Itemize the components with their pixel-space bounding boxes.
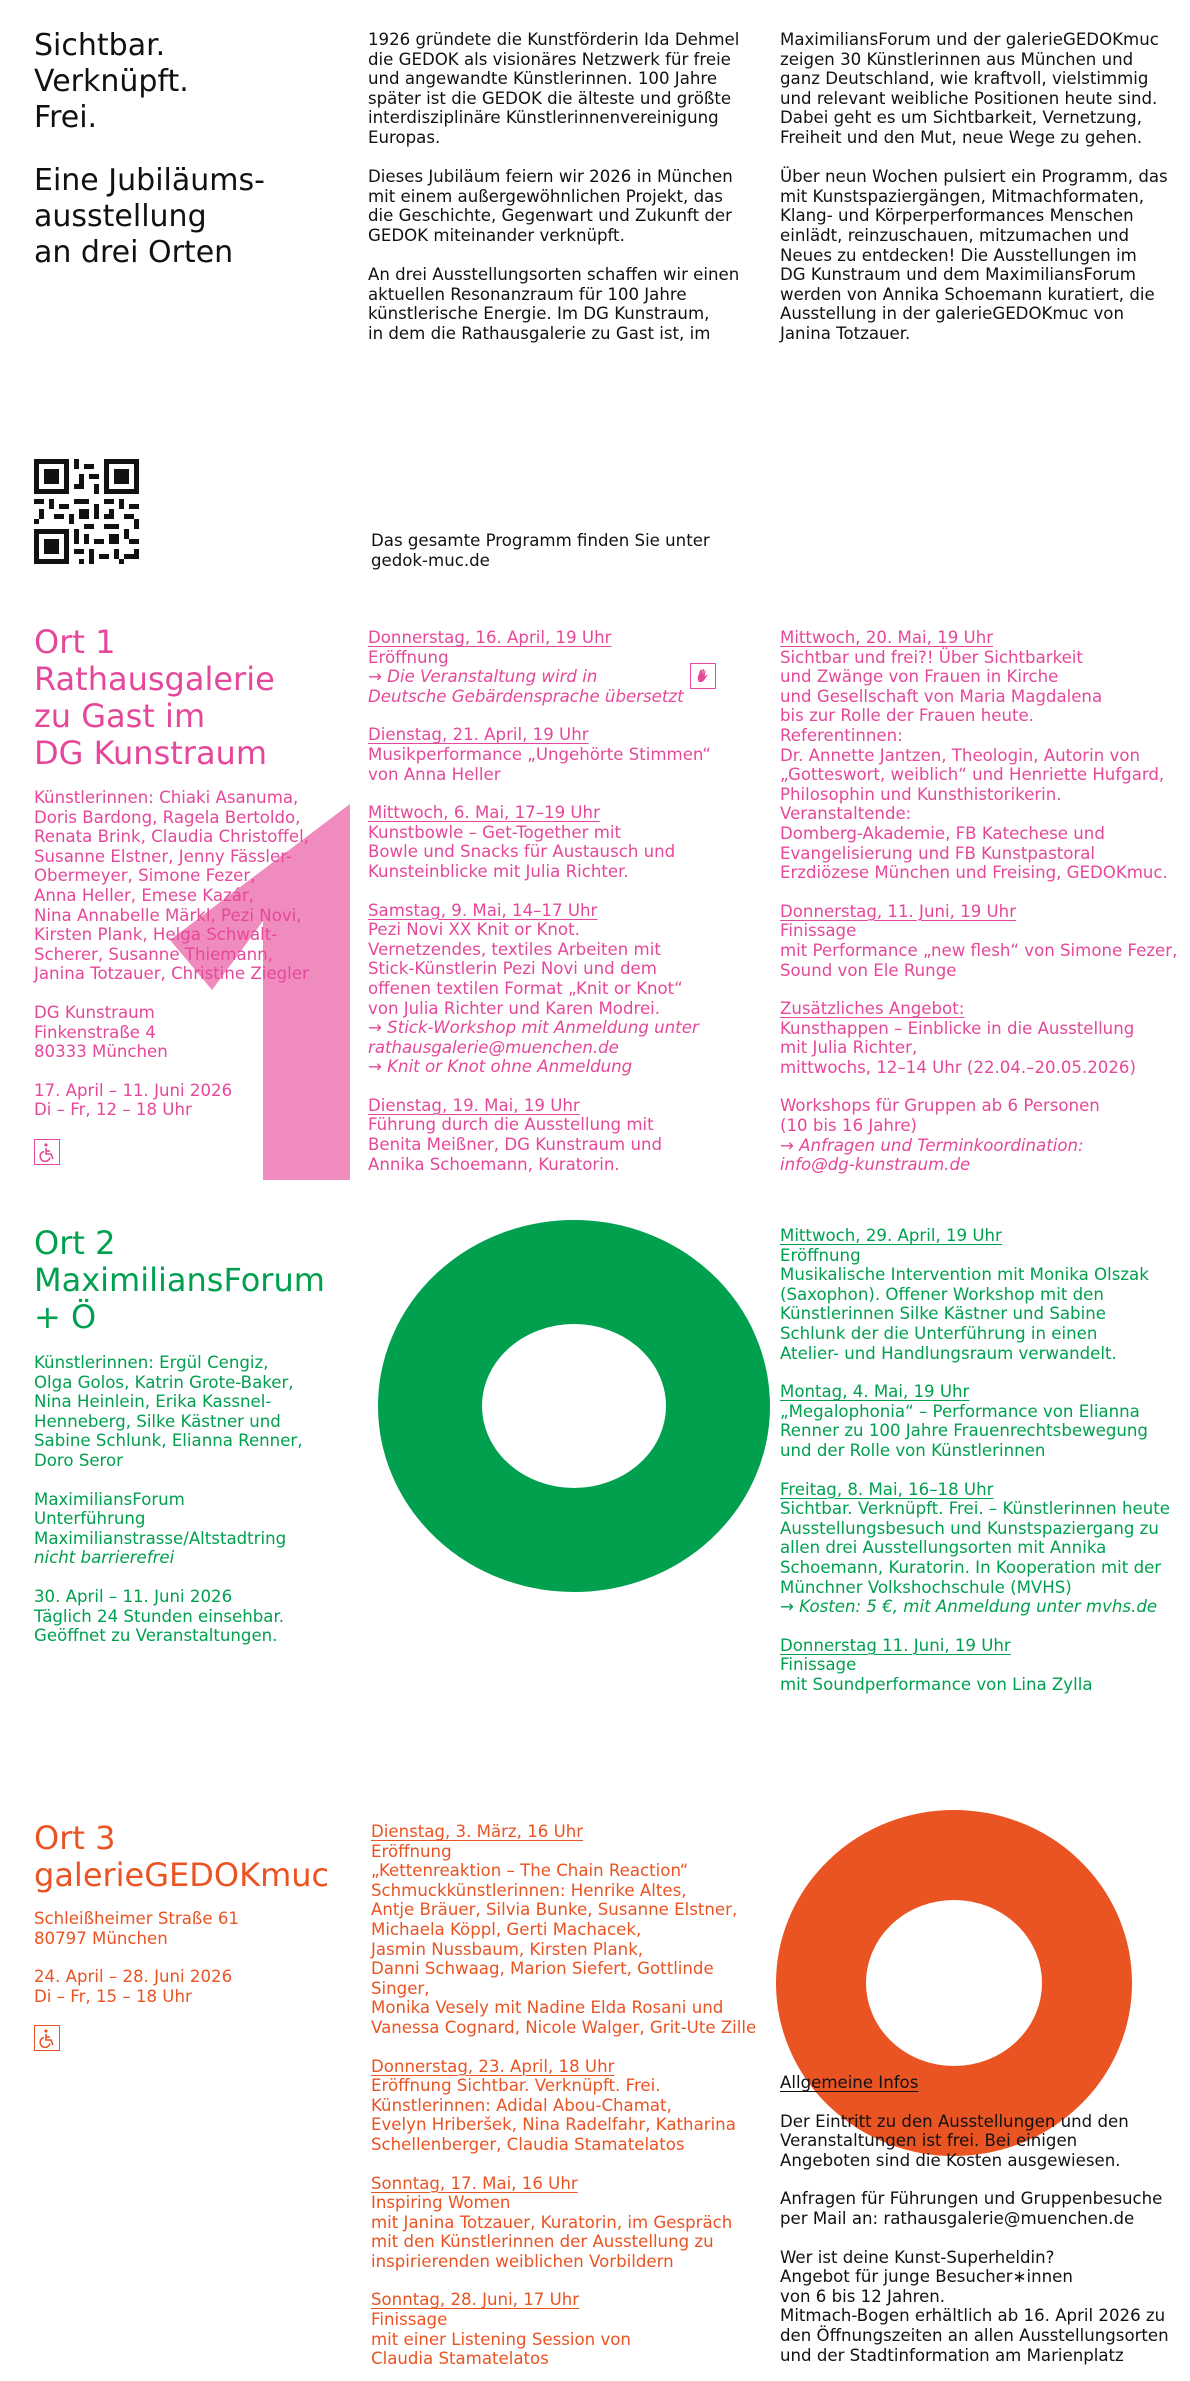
ort1-address: DG Kunstraum Finkenstraße 4 80333 München xyxy=(34,1002,168,1062)
event xyxy=(368,628,768,706)
event-body: Musikperformance „Ungehörte Stimmen“ von Anna Heller xyxy=(368,744,711,784)
event-body: Kunsthappen – Einblicke in die Ausstellung mit Julia Richter, mittwochs, 12–14 Uhr (22.04.–20.05.2026) xyxy=(780,1018,1136,1077)
event-body: Sichtbar. Verknüpft. Frei. – Künstlerinnen heute Ausstellungsbesuch und Kunstspaziergang zu allen drei Ausstellungsorten mit Annika Schoemann, Kuratorin. In Kooperation mit der Münchner Volkshochschule (MVHS) xyxy=(780,1499,1170,1597)
ort1-info xyxy=(34,788,364,1170)
event-note: → Anfragen und Terminkoordination: info@dg-kunstraum.de xyxy=(780,1135,1084,1175)
general-info-paragraph: Der Eintritt zu den Ausstellungen und den Veranstaltungen ist frei. Bei einigen Angeboten sind die Kosten ausgewiesen. xyxy=(780,2111,1129,2170)
ort1-events-left xyxy=(368,628,768,1174)
qr-code-icon[interactable] xyxy=(34,459,139,564)
event xyxy=(368,725,768,784)
ort2-address: MaximiliansForum Unterführung Maximilianstrasse/Altstadtring xyxy=(34,1489,287,1548)
ort2-info xyxy=(34,1353,364,1646)
ort2-events xyxy=(780,1226,1185,1694)
general-info-title: Allgemeine Infos xyxy=(780,2073,919,2092)
ort1-dates: 17. April – 11. Juni 2026 Di – Fr, 12 – 18 Uhr xyxy=(34,1080,233,1120)
ort3-address: Schleißheimer Straße 61 80797 München xyxy=(34,1909,239,1948)
event-date: Sonntag, 28. Juni, 17 Uhr xyxy=(371,2290,580,2310)
event xyxy=(371,2057,771,2155)
event-body: Eröffnung Sichtbar. Verknüpft. Frei. Künstlerinnen: Adidal Abou-Chamat, Evelyn Hriberšek, Nina Radelfahr, Katharina Schellenberger, Claudia Stamatelatos xyxy=(371,2076,736,2154)
event-date: Donnerstag, 23. April, 18 Uhr xyxy=(371,2056,615,2076)
ort3-events xyxy=(371,1822,771,2369)
event-date: Dienstag, 19. Mai, 19 Uhr xyxy=(368,1095,580,1115)
event-date: Sonntag, 17. Mai, 16 Uhr xyxy=(371,2173,578,2193)
wheelchair-icon xyxy=(34,2025,60,2051)
ort2-dates: 30. April – 11. Juni 2026 Täglich 24 Stunden einsehbar. Geöffnet zu Veranstaltungen. xyxy=(34,1586,285,1646)
event-date: Donnerstag, 11. Juni, 19 Uhr xyxy=(780,901,1017,921)
event-body: Finissage mit Performance „new flesh“ von Simone Fezer, Sound von Ele Runge xyxy=(780,921,1178,980)
event xyxy=(780,1096,1185,1174)
event-body: Workshops für Gruppen ab 6 Personen (10 bis 16 Jahre) xyxy=(780,1096,1100,1136)
intro-paragraph: MaximiliansForum und der galerieGEDOKmuc zeigen 30 Künstlerinnen aus München und ganz Deutschland, wie kraftvoll, vielstimmig und relevant weibliche Positionen heute sind. Dabei geht es um Sichtbarkeit, Vernetzung, Freiheit und den Mut, neue Wege zu gehen. xyxy=(780,30,1159,147)
event xyxy=(780,1636,1185,1695)
ort1-artists: Künstlerinnen: Chiaki Asanuma, Doris Bardong, Ragela Bertoldo, Renata Brink, Claudia Christoffel, Susanne Elstner, Jenny Fässler- Obermeyer, Simone Fezer, Anna Heller, Emese Kazár, Nina Annabelle Märkl, Pezi Novi, Kirsten Plank, Helga Schwalt- Scherer, Susanne Thiemann, Janina Totzauer, Christine Ziegler xyxy=(34,788,309,984)
event xyxy=(368,901,768,1077)
intro-column-1 xyxy=(368,30,768,344)
event-date: Freitag, 8. Mai, 16–18 Uhr xyxy=(780,1479,994,1499)
ort2-ring-shape xyxy=(378,1220,770,1592)
event-body: Führung durch die Ausstellung mit Benita Meißner, DG Kunstraum und Annika Schoemann, Kuratorin. xyxy=(368,1115,663,1174)
event-note: → Die Veranstaltung wird in Deutsche Gebärdensprache übersetzt xyxy=(368,667,684,706)
ort3-dates: 24. April – 28. Juni 2026 Di – Fr, 15 – 18 Uhr xyxy=(34,1967,233,2006)
wheelchair-icon xyxy=(34,1139,60,1165)
ort1-events-right xyxy=(780,628,1185,1175)
event-date: Montag, 4. Mai, 19 Uhr xyxy=(780,1382,970,1402)
event xyxy=(780,1226,1185,1363)
event xyxy=(780,902,1185,980)
event-date: Dienstag, 21. April, 19 Uhr xyxy=(368,725,589,745)
event-date: Mittwoch, 6. Mai, 17–19 Uhr xyxy=(368,803,600,823)
ort1-title: Ort 1 Rathausgalerie zu Gast im DG Kunstraum xyxy=(34,623,275,772)
ort2-location xyxy=(34,1490,364,1568)
general-info xyxy=(780,2073,1185,2365)
intro-paragraph: Dieses Jubiläum feiern wir 2026 in München mit einem außergewöhnlichen Projekt, das die Geschichte, Gegenwart und Zukunft der GEDOK miteinander verknüpft. xyxy=(368,167,733,245)
event-body: Kunstbowle – Get-Together mit Bowle und Snacks für Austausch und Kunsteinblicke mit Julia Richter. xyxy=(368,822,676,881)
event-body: Sichtbar und frei?! Über Sichtbarkeit und Zwänge von Frauen in Kirche und Gesellschaft von Maria Magdalena bis zur Rolle der Frauen heute. Referentinnen: Dr. Annette Jantzen, Theologin, Autorin von „Gotteswort, weiblich“ und Henriette Hufgard, Philosophin und Kunsthistorikerin. Veranstaltende: Domberg-Akademie, FB Katechese und Evangelisierung und FB Kunstpastoral Erzdiözese München und Freising, GEDOKmuc. xyxy=(780,647,1168,883)
event-body: Finissage mit Soundperformance von Lina Zylla xyxy=(780,1655,1093,1694)
event xyxy=(780,628,1185,883)
event xyxy=(371,2174,771,2272)
event-date: Zusätzliches Angebot: xyxy=(780,999,965,1019)
sign-language-icon xyxy=(690,663,716,689)
event xyxy=(371,2290,771,2368)
event-date: Mittwoch, 20. Mai, 19 Uhr xyxy=(780,628,994,647)
event-body: Eröffnung „Kettenreaktion – The Chain Reaction“ Schmuckkünstlerinnen: Henrike Altes, Antje Bräuer, Silvia Bunke, Susanne Elstner, Michaela Köppl, Gerti Machacek, Jasmin Nussbaum, Kirsten Plank, Danni Schwaag, Marion Siefert, Gottlinde Singer, Monika Vesely mit Nadine Elda Rosani und Vanessa Cognard, Nicole Walger, Grit-Ute Zille xyxy=(371,1841,757,2037)
event-body: Finissage mit einer Listening Session von Claudia Stamatelatos xyxy=(371,2310,631,2369)
ort2-address-note: nicht barrierefrei xyxy=(34,1548,175,1568)
event-body: Pezi Novi XX Knit or Knot. Vernetzendes, textiles Arbeiten mit Stick-Künstlerin Pezi Novi und dem offenen textilen Format „Knit or Knot“ von Julia Richter und Karen Modrei. xyxy=(368,920,683,1018)
event-date: Dienstag, 3. März, 16 Uhr xyxy=(371,1822,584,1841)
intro-paragraph: 1926 gründete die Kunstförderin Ida Dehmel die GEDOK als visionäres Netzwerk für freie und angewandte Künstlerinnen. 100 Jahre später ist die GEDOK die älteste und größte interdisziplinäre Künstlerinnenvereinigung Europas. xyxy=(368,30,740,147)
event xyxy=(371,1822,771,2038)
ort2-artists: Künstlerinnen: Ergül Cengiz, Olga Golos, Katrin Grote-Baker, Nina Heinlein, Erika Kassnel- Henneberg, Silke Kästner und Sabine Schlunk, Elianna Renner, Doro Seror xyxy=(34,1353,303,1470)
event-date: Samstag, 9. Mai, 14–17 Uhr xyxy=(368,900,598,920)
event xyxy=(368,803,768,881)
event-note: → Kosten: 5 €, mit Anmeldung unter mvhs.de xyxy=(780,1597,1158,1617)
event-body: Eröffnung Musikalische Intervention mit Monika Olszak (Saxophon). Offener Workshop mit den Künstlerinnen Silke Kästner und Sabine Schlunk der die Unterführung in einen Atelier- und Handlungsraum verwandelt. xyxy=(780,1245,1149,1363)
general-info-paragraph: Wer ist deine Kunst-Superheldin? Angebot für junge Besucher∗innen von 6 bis 12 Jahren. Mitmach-Bogen erhältlich ab 16. April 2026 zu den Öffnungszeiten an allen Ausstellungsorten und der Stadtinformation am Marienplatz xyxy=(780,2247,1169,2365)
event xyxy=(780,1480,1185,1617)
subtitle: Eine Jubiläums- ausstellung an drei Orten xyxy=(34,163,265,270)
event xyxy=(368,1096,768,1174)
event-body: „Megalophonia“ – Performance von Elianna Renner zu 100 Jahre Frauenrechtsbewegung und der Rolle von Künstlerinnen xyxy=(780,1401,1148,1460)
ort2-title: Ort 2 MaximiliansForum + Ö xyxy=(34,1224,325,1336)
event xyxy=(780,999,1185,1077)
ort3-info xyxy=(34,1909,364,2056)
event-date: Mittwoch, 29. April, 19 Uhr xyxy=(780,1226,1002,1245)
intro-paragraph: Über neun Wochen pulsiert ein Programm, das mit Kunstspaziergängen, Mitmachformaten, Klang- und Körperperformances Menschen einlädt, reinzuschauen, mitzumachen und Neues zu entdecken! Die Ausstellungen im DG Kunstraum und dem MaximiliansForum werden von Annika Schoemann kuratiert, die Ausstellung in der galerieGEDOKmuc von Janina Totzauer. xyxy=(780,167,1168,343)
event-body: Eröffnung xyxy=(368,647,449,667)
intro-paragraph: An drei Ausstellungsorten schaffen wir einen aktuellen Resonanzraum für 100 Jahre künstlerische Energie. Im DG Kunstraum, in dem die Rathausgalerie zu Gast ist, im xyxy=(368,265,740,343)
event-date: Donnerstag 11. Juni, 19 Uhr xyxy=(780,1635,1011,1655)
event-date: Donnerstag, 16. April, 19 Uhr xyxy=(368,628,612,647)
slogan: Sichtbar. Verknüpft. Frei. xyxy=(34,28,189,135)
intro-column-2 xyxy=(780,30,1185,344)
program-note: Das gesamte Programm finden Sie unter gedok-muc.de xyxy=(371,531,710,570)
event-body: Inspiring Women mit Janina Totzauer, Kuratorin, im Gespräch mit den Künstlerinnen der Ausstellung zu inspirierenden weiblichen Vorbildern xyxy=(371,2193,733,2271)
event-note: → Stick-Workshop mit Anmeldung unter rathausgalerie@muenchen.de → Knit or Knot ohne Anmeldung xyxy=(368,1018,699,1077)
event xyxy=(780,1382,1185,1460)
ort3-title: Ort 3 galerieGEDOKmuc xyxy=(34,1819,330,1894)
general-info-paragraph: Anfragen für Führungen und Gruppenbesuche per Mail an: rathausgalerie@muenchen.de xyxy=(780,2189,1163,2228)
